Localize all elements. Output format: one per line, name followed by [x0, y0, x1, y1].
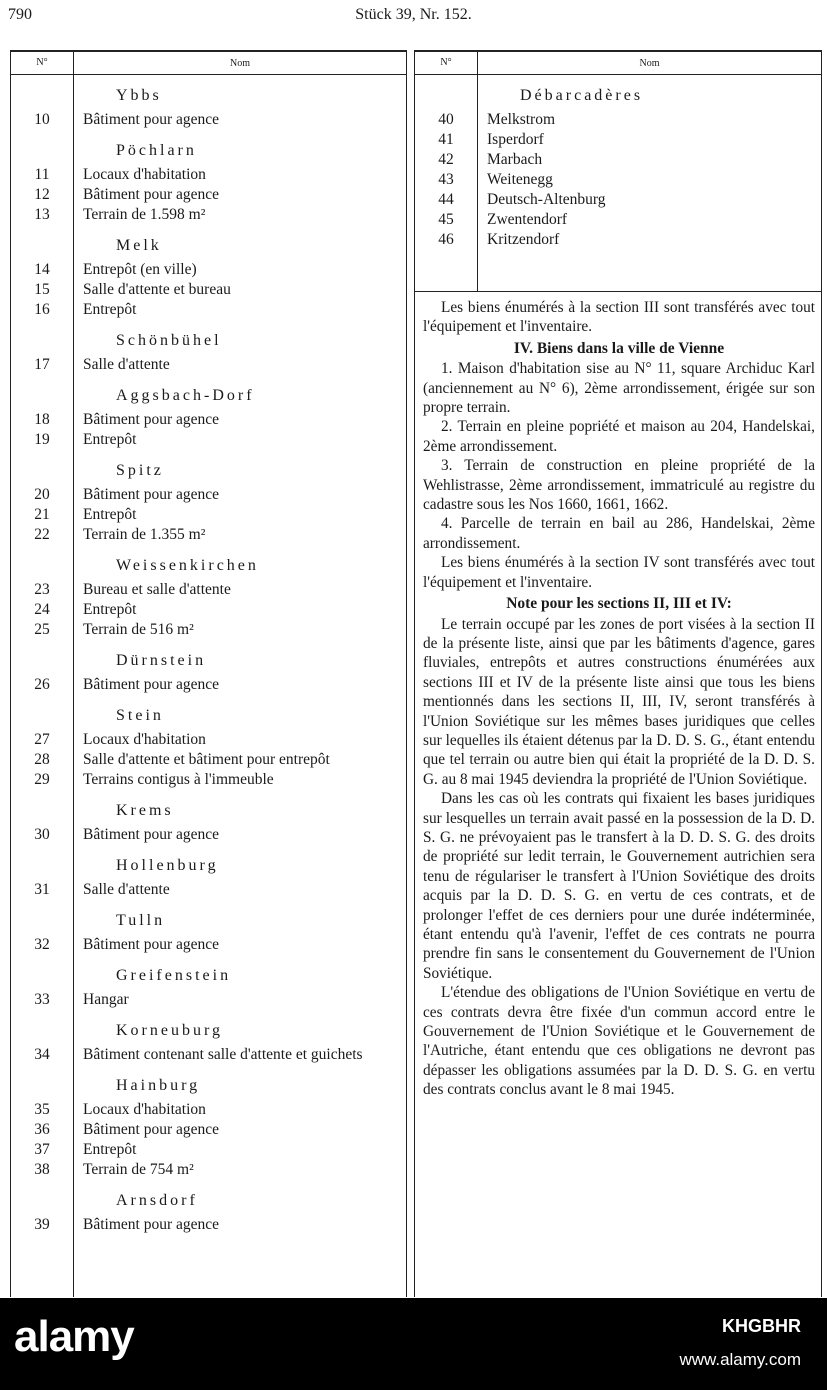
paragraph: Les biens énumérés à la section III sont transférés avec tout l'équipement et l'inventaire. — [423, 299, 815, 336]
table-row — [11, 1100, 406, 1120]
table-row — [11, 300, 406, 320]
row-name: Salle d'attente et bureau — [83, 281, 231, 298]
place-heading: Tulln — [116, 912, 166, 929]
table-row — [11, 110, 406, 130]
table-row — [11, 825, 406, 845]
table-row — [11, 1140, 406, 1160]
table-row — [11, 1045, 406, 1065]
table-row — [11, 730, 406, 750]
table-header — [415, 52, 821, 75]
section-heading: Note pour les sections II, III et IV: — [506, 595, 732, 613]
place-heading: Hainburg — [116, 1077, 201, 1094]
place-heading: Arnsdorf — [116, 1192, 198, 1209]
table-row — [415, 230, 821, 250]
running-head: Stück 39, Nr. 152. — [355, 6, 472, 23]
row-name: Bâtiment pour agence — [83, 676, 220, 693]
row-number: 11 — [34, 166, 50, 183]
row-number: 18 — [34, 411, 50, 428]
row-name: Locaux d'habitation — [83, 166, 206, 183]
row-number: 15 — [34, 281, 50, 298]
row-name: Terrains contigus à l'immeuble — [83, 771, 274, 788]
place-heading: Melk — [116, 237, 162, 254]
row-number: 25 — [34, 621, 50, 638]
table-row — [11, 770, 406, 790]
row-number: 26 — [34, 676, 50, 693]
table-row — [11, 185, 406, 205]
row-number: 27 — [34, 731, 50, 748]
row-number: 23 — [34, 581, 50, 598]
table-row — [11, 935, 406, 955]
table-row — [11, 620, 406, 640]
row-name: Zwentendorf — [487, 211, 568, 228]
row-name: Entrepôt — [83, 1141, 137, 1158]
table-row — [415, 150, 821, 170]
row-name: Salle d'attente — [83, 881, 170, 898]
row-number: 17 — [34, 356, 50, 373]
place-heading: Schönbühel — [116, 332, 222, 349]
table-row — [415, 110, 821, 130]
table-body — [11, 75, 406, 1297]
table-row — [415, 190, 821, 210]
row-name: Salle d'attente et bâtiment pour entrepôt — [83, 751, 330, 768]
row-name: Entrepôt — [83, 506, 137, 523]
table-row — [11, 990, 406, 1010]
paragraph: 2. Terrain en pleine popriété et maison au 204, Handelskai, 2ème arrondissement. — [423, 418, 815, 455]
table-row — [11, 430, 406, 450]
paragraph: Dans les cas où les contrats qui fixaient les bases juridiques sur lesquelles un terrain avait passé en la possession de la D. D. S. G. ne prévoyaient pas le transfert à la D. D. S. G. des droits de propriété sur ledit terrain, le Gouvernement autrichien sera tenu de régulariser le transfert à l'Union Soviétique des droits acquis par la D. D. S. G. en vertu de ces contrats, et de prolonger l'effet de ces derniers pour une durée indéterminée, étant entendu qu'à l'avenir, l'effet de ces contrats ne pourra prendre fin sans le consentement du Gouvernement de l'Union Soviétique. — [423, 790, 815, 982]
place-heading: Ybbs — [116, 87, 162, 104]
row-name: Bâtiment pour agence — [83, 1121, 220, 1138]
row-name: Bâtiment pour agence — [83, 411, 220, 428]
row-number: 20 — [34, 486, 50, 503]
place-heading: Krems — [116, 802, 174, 819]
row-name: Locaux d'habitation — [83, 731, 206, 748]
row-name: Marbach — [487, 151, 543, 168]
row-number: 32 — [34, 936, 50, 953]
row-number: 38 — [34, 1161, 50, 1178]
row-number: 46 — [438, 231, 454, 248]
row-name: Hangar — [83, 991, 129, 1008]
place-heading: Hollenburg — [116, 857, 219, 874]
table-row — [11, 580, 406, 600]
row-name: Bâtiment pour agence — [83, 1216, 220, 1233]
table-header — [11, 52, 406, 75]
row-name: Terrain de 1.598 m² — [83, 206, 206, 223]
place-heading: Pöchlarn — [116, 142, 197, 159]
row-name: Bâtiment pour agence — [83, 186, 220, 203]
row-number: 37 — [34, 1141, 50, 1158]
table-row — [11, 505, 406, 525]
table-row — [415, 130, 821, 150]
row-number: 43 — [438, 171, 454, 188]
row-number: 45 — [438, 211, 454, 228]
row-name: Deutsch-Altenburg — [487, 191, 606, 208]
column-header-number: N° — [11, 52, 74, 74]
image-id: KHGBHR — [722, 1316, 801, 1336]
row-name: Bâtiment contenant salle d'attente et guichets — [83, 1046, 363, 1063]
paragraph: Les biens énumérés à la section IV sont transférés avec tout l'équipement et l'inventaire. — [423, 554, 815, 591]
section-heading: IV. Biens dans la ville de Vienne — [513, 339, 725, 357]
row-number: 24 — [34, 601, 50, 618]
row-name: Entrepôt (en ville) — [83, 261, 197, 278]
table-row — [11, 260, 406, 280]
row-number: 40 — [438, 111, 454, 128]
row-number: 12 — [34, 186, 50, 203]
row-number: 35 — [34, 1101, 50, 1118]
watermark-bar — [0, 1298, 827, 1390]
paragraph: L'étendue des obligations de l'Union Soviétique en vertu de ces contrats devra être fixée d'un commun accord entre le Gouvernement de l'Union Soviétique et le Gouvernement de l'Autriche, étant entendu que ces obligations ne devront pas dépasser les obligations assumées par la D. D. S. G. en vertu des contrats conclus avant le 8 mai 1945. — [423, 984, 815, 1099]
table-row — [11, 600, 406, 620]
row-name: Kritzendorf — [487, 231, 560, 248]
row-number: 22 — [34, 526, 50, 543]
paragraph: Le terrain occupé par les zones de port visées à la section II de la présente liste, ainsi que par les bâtiments d'agence, gares fluviales, entrepôts et autres constructions énumérées aux sections III et IV de la présente liste ainsi que tous les biens mentionnés dans les sections II, III, IV, seront transférés à l'Union Soviétique sur les mêmes bases juridiques que celles sur lequelles ils étaient détenus par la D. D. S. G., étant entendu que tel terrain ou autre bien qui était la propriété de la D. D. S. G. au 8 mai 1945 deviendra la propriété de l'Union Soviétique. — [423, 615, 815, 788]
page-number: 790 — [8, 6, 32, 23]
row-name: Melkstrom — [487, 111, 556, 128]
table-row — [11, 165, 406, 185]
row-number: 39 — [34, 1216, 50, 1233]
table-row — [11, 880, 406, 900]
table-row — [11, 485, 406, 505]
place-heading: Weissenkirchen — [116, 557, 259, 574]
row-name: Terrain de 1.355 m² — [83, 526, 206, 543]
place-heading: Stein — [116, 707, 164, 724]
row-number: 16 — [34, 301, 50, 318]
column-header-number: N° — [415, 52, 478, 74]
right-column — [414, 50, 822, 1297]
table-row — [11, 1215, 406, 1235]
row-name: Terrain de 754 m² — [83, 1161, 194, 1178]
paragraph: 1. Maison d'habitation sise au N° 11, square Archiduc Karl (anciennement au N° 6), 2ème arrondissement, érigée sur son propre terrain. — [423, 360, 815, 417]
row-number: 44 — [438, 191, 454, 208]
table-row — [415, 210, 821, 230]
row-number: 10 — [34, 111, 50, 128]
row-name: Terrain de 516 m² — [83, 621, 194, 638]
place-heading: Dürnstein — [116, 652, 207, 669]
row-number: 13 — [34, 206, 50, 223]
left-table — [10, 50, 407, 1297]
row-number: 30 — [34, 826, 50, 843]
table-row — [11, 355, 406, 375]
table-row — [11, 410, 406, 430]
row-number: 42 — [438, 151, 454, 168]
place-heading: Débarcadères — [520, 87, 644, 104]
row-name: Weitenegg — [487, 171, 553, 188]
row-name: Isperdorf — [487, 131, 544, 148]
paragraph: 3. Terrain de construction en pleine propriété de la Wehlistrasse, 2ème arrondissement, immatriculé au registre du cadastre sous les Nos 1660, 1661, 1662. — [423, 457, 815, 514]
table-body — [415, 75, 821, 291]
place-heading: Greifenstein — [116, 967, 232, 984]
row-name: Salle d'attente — [83, 356, 170, 373]
table-row — [11, 750, 406, 770]
table-row — [11, 280, 406, 300]
site-url: www.alamy.com — [679, 1350, 801, 1369]
place-heading: Korneuburg — [116, 1022, 224, 1039]
row-number: 41 — [438, 131, 454, 148]
table-row — [11, 525, 406, 545]
row-name: Bureau et salle d'attente — [83, 581, 231, 598]
row-name: Entrepôt — [83, 431, 137, 448]
row-number: 36 — [34, 1121, 50, 1138]
row-number: 34 — [34, 1046, 50, 1063]
table-row — [11, 1120, 406, 1140]
table-row — [11, 205, 406, 225]
column-header-name: Nom — [639, 57, 660, 69]
row-number: 33 — [34, 991, 50, 1008]
row-name: Bâtiment pour agence — [83, 111, 220, 128]
row-name: Bâtiment pour agence — [83, 936, 220, 953]
paragraph: 4. Parcelle de terrain en bail au 286, Handelskai, 2ème arrondissement. — [423, 515, 815, 552]
table-row — [11, 675, 406, 695]
row-name: Locaux d'habitation — [83, 1101, 206, 1118]
row-number: 31 — [34, 881, 50, 898]
row-name: Entrepôt — [83, 301, 137, 318]
row-number: 28 — [34, 751, 50, 768]
table-row — [11, 1160, 406, 1180]
place-heading: Spitz — [116, 462, 164, 479]
body-text — [415, 292, 821, 1100]
row-number: 21 — [34, 506, 50, 523]
row-name: Entrepôt — [83, 601, 137, 618]
brand-logo: alamy — [14, 1312, 134, 1361]
row-name: Bâtiment pour agence — [83, 486, 220, 503]
row-name: Bâtiment pour agence — [83, 826, 220, 843]
row-number: 19 — [34, 431, 50, 448]
row-number: 29 — [34, 771, 50, 788]
place-heading: Aggsbach-Dorf — [116, 387, 255, 404]
table-row — [415, 170, 821, 190]
column-header-name: Nom — [230, 57, 250, 69]
row-number: 14 — [34, 261, 50, 278]
